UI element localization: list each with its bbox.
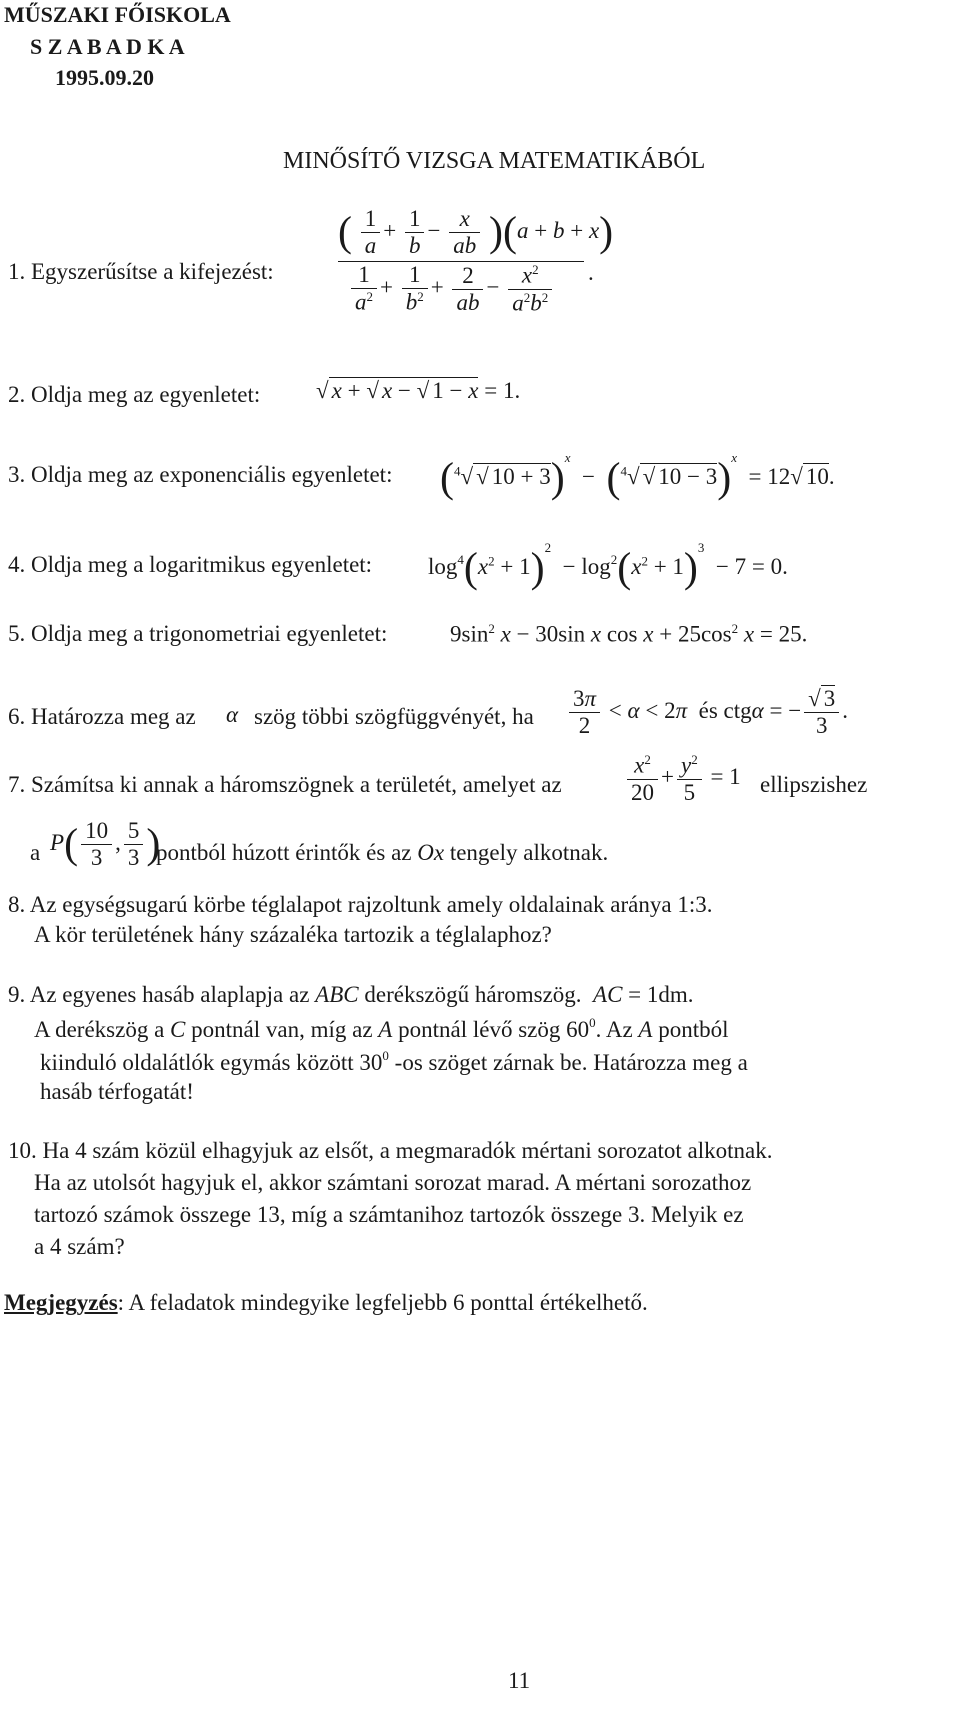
point-p: P( $\frac{10}{3}$ , $\frac{5}{3}$ ) <box>50 818 161 870</box>
page-number: 11 <box>508 1668 531 1693</box>
problem-1-period: . <box>588 260 594 285</box>
problem-6-label-a: 6. Határozza meg az <box>8 704 196 729</box>
problem-5-equation: $9\sin^2$ x − 30sin x $\cos x + 25\cos^2$ x = 25. <box>450 621 808 647</box>
page-title: MINŐSÍTŐ VIZSGA MATEMATIKÁBÓL <box>283 148 706 174</box>
note <box>4 1290 648 1316</box>
problem-10-line4: a 4 szám? <box>34 1234 125 1259</box>
problem-10-line2: Ha az utolsót hagyjuk el, akkor számtani sorozat marad. A mértani sorozathoz <box>34 1170 752 1195</box>
problem-2-label: 2. Oldja meg az egyenletet: <box>8 382 261 407</box>
city-name: S Z A B A D K A <box>30 34 185 59</box>
note-label: Megjegyzés <box>4 1290 118 1315</box>
problem-3-equation: ($^4$√ √ 10 + 3)$^x$ − ($^4$√ √ 10 − 3)$^x$ = 12√ 10. <box>440 450 835 502</box>
problem-7-line2-b: pontból húzott érintők és az Ox tengely alkotnak. <box>156 840 609 865</box>
problem-2-equation: √ x + √ x − √ 1 − x = 1. <box>316 378 521 403</box>
problem-7-label: 7. Számítsa ki annak a háromszögnek a területét, amelyet az <box>8 772 562 797</box>
school-name: MŰSZAKI FŐISKOLA <box>4 2 231 27</box>
problem-1-expression: ( $\frac{1}{a}$ + $\frac{1}{b}$ − $\frac{x}{ab}$ )(a + b + x) $\frac{1}{a^2}$ + $\frac{1}{b^2}$ + $\frac{2}{ab}$ − $\frac{x^2}{a^2b^2}$ <box>338 206 614 316</box>
problem-4-label: 4. Oldja meg a logaritmikus egyenletet: <box>8 552 373 577</box>
problem-3-label: 3. Oldja meg az exponenciális egyenletet: <box>8 462 393 487</box>
problem-7-after: ellipszishez <box>760 772 868 797</box>
alpha-symbol: α <box>226 702 239 727</box>
problem-9-line4: hasáb térfogatát! <box>40 1079 194 1104</box>
problem-6-label-b: szög többi szögfüggvényét, ha <box>254 704 534 729</box>
problem-10-line1: 10. Ha 4 szám közül elhagyjuk az elsőt, a megmaradók mértani sorozatot alkotnak. <box>8 1138 773 1163</box>
note-text: : A feladatok mindegyike legfeljebb 6 ponttal értékelhető. <box>117 1290 648 1315</box>
problem-1-label: 1. Egyszerűsítse a kifejezést: <box>8 259 274 284</box>
problem-4-equation: $\log^4(x^2 + 1)^2 - \log^2(x^2 + 1)^3 - 7 = 0$. <box>428 540 788 592</box>
problem-9-line2: A derékszög a C pontnál van, míg az A pontnál lévő szög $60^0$. Az A pontból <box>34 1015 729 1042</box>
problem-10-line3: tartozó számok összege 13, míg a számtanihoz tartozók összege 3. Melyik ez <box>34 1202 744 1227</box>
problem-9-line3: kiinduló oldalátlók egymás között $30^0$ -os szöget zárnak be. Határozza meg a <box>40 1048 748 1075</box>
exam-date: 1995.09.20 <box>55 65 154 90</box>
problem-8-line2: A kör területének hány százaléka tartozik a téglalaphoz? <box>34 922 552 947</box>
problem-6-condition: $\frac{3\pi}{2}$ < α < 2π és ctgα = − $\frac{√ 3}{3}$ . <box>566 686 848 739</box>
problem-7-line2-a: a <box>30 840 41 865</box>
problem-5-label: 5. Oldja meg a trigonometriai egyenletet: <box>8 621 388 646</box>
ellipse-equation: $\frac{x^2}{20}$ + $\frac{y^2}{5}$ = 1 <box>624 752 741 806</box>
problem-9-line1: 9. Az egyenes hasáb alaplapja az ABC derékszögű háromszög. AC = 1dm. <box>8 982 694 1007</box>
problem-8-line1: 8. Az egységsugarú körbe téglalapot rajzoltunk amely oldalainak aránya 1:3. <box>8 892 713 917</box>
